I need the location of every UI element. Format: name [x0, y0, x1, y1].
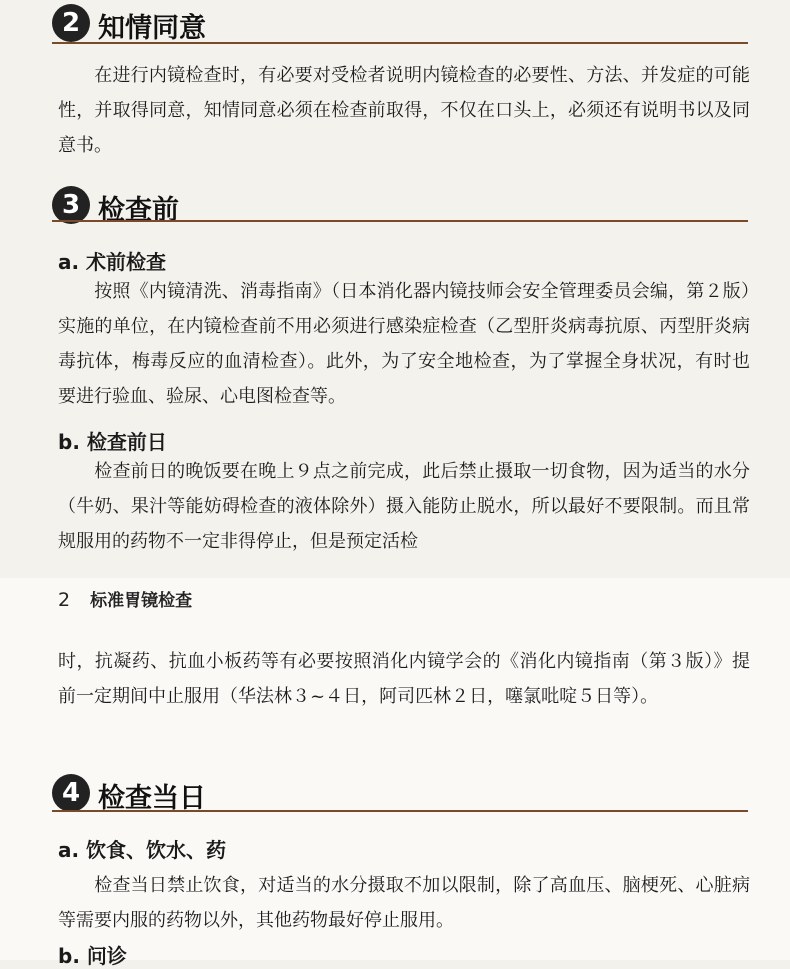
section-4a-body: 检查当日禁止饮食，对适当的水分摄取不加以限制，除了高血压、脑梗死、心脏病等需要内服的药物以外，其他药物最好停止服用。 — [58, 875, 750, 931]
page-number: 2 — [58, 589, 71, 611]
section-3a-label: a. 术前检查 — [58, 250, 167, 274]
page-lower — [0, 578, 790, 968]
continuation-body: 时，抗凝药、抗血小板药等有必要按照消化内镜学会的《消化内镜指南（第３版）》提前一定期间中止服用（华法林３~４日，阿司匹林２日，噻氯吡啶５日等）。 — [58, 651, 750, 707]
section-4-number-badge: 4 — [52, 774, 90, 812]
section-4a-label: a. 饮食、饮水、药 — [58, 838, 227, 862]
section-2-rule — [52, 42, 748, 44]
section-2-body: 在进行内镜检查时，有必要对受检者说明内镜检查的必要性、方法、并发症的可能性，并取得同意，知情同意必须在检查前取得，不仅在口头上，必须还有说明书以及同意书。 — [58, 65, 750, 156]
section-2-title: 知情同意 — [98, 13, 206, 44]
section-3-title: 检查前 — [98, 195, 179, 226]
section-3b-body: 检查前日的晚饭要在晚上９点之前完成，此后禁止摄取一切食物，因为适当的水分（牛奶、果汁等能妨碍检查的液体除外）摄入能防止脱水，所以最好不要限制。而且常规服用的药物不一定非得停止，但是预定活检 — [58, 461, 750, 552]
section-4b-label: b. 问诊 — [58, 944, 127, 968]
running-title: 标准胃镜检查 — [90, 591, 193, 611]
section-2-number-badge: 2 — [52, 4, 90, 42]
section-3a-body: 按照《内镜清洗、消毒指南》（日本消化器内镜技师会安全管理委员会编，第２版）实施的单位，在内镜检查前不用必须进行感染症检查（乙型肝炎病毒抗原、丙型肝炎病毒抗体，梅毒反应的血清检查）。此外，为了安全地检查，为了掌握全身状况，有时也要进行验血、验尿、心电图检查等。 — [58, 281, 750, 407]
section-4-rule — [52, 810, 748, 812]
section-3-number-badge: 3 — [52, 186, 90, 224]
section-4-title: 检查当日 — [98, 783, 206, 814]
section-3b-label: b. 检查前日 — [58, 430, 167, 454]
section-3-rule — [52, 220, 748, 222]
page-footer — [58, 586, 192, 611]
